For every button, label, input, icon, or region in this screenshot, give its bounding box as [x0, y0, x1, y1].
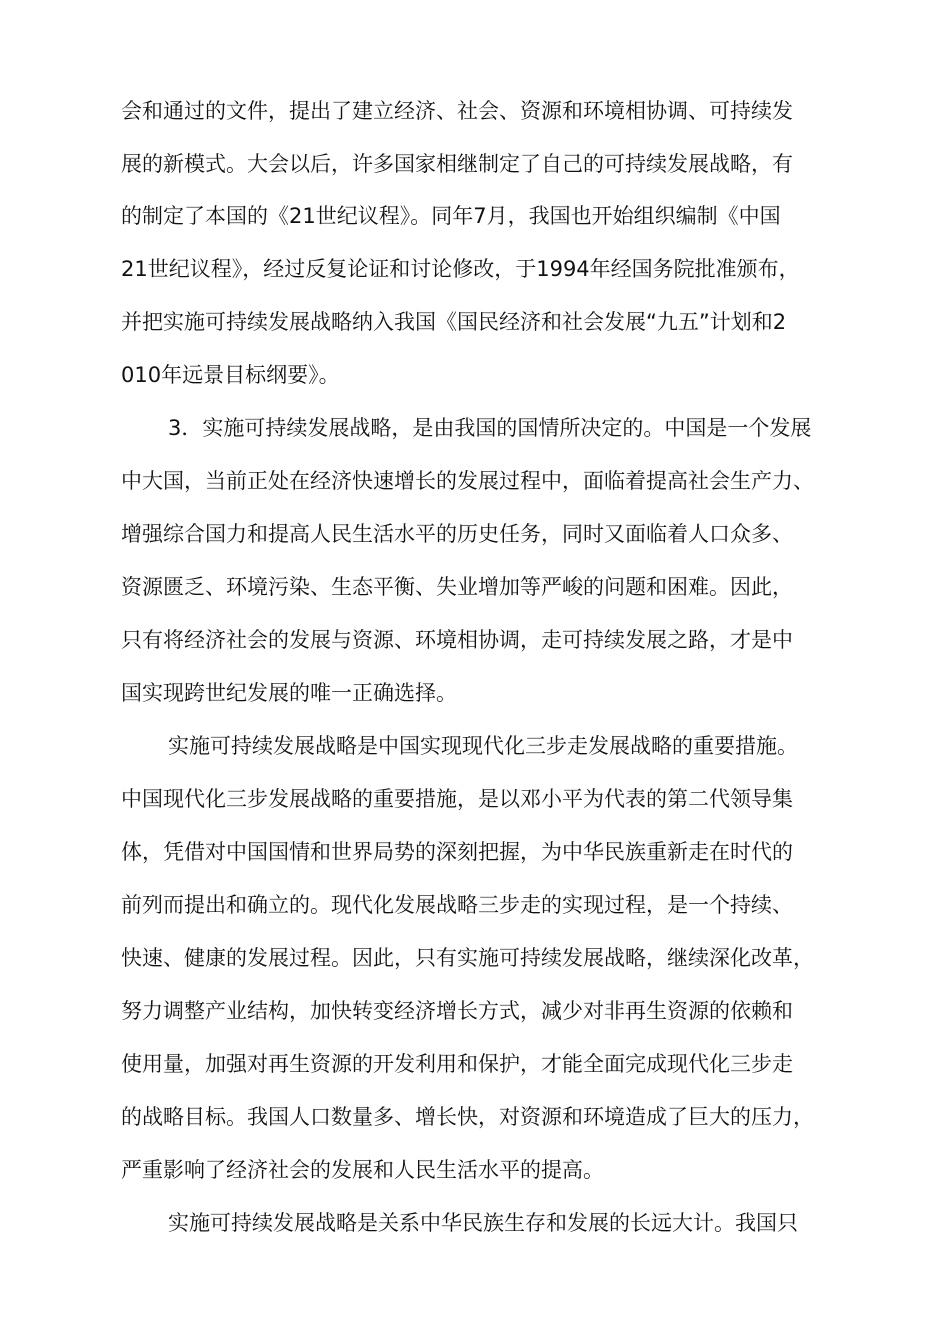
- text-line-11-content: 只有将经济社会的发展与资源、环境相协调，走可持续发展之路，才是中: [121, 628, 793, 652]
- text-line-16: [0, 890, 950, 920]
- text-line-15: [0, 837, 950, 867]
- text-line-8: [0, 466, 950, 496]
- text-line-10: [0, 572, 950, 602]
- text-line-2: [0, 149, 950, 179]
- text-line-12: [0, 678, 950, 708]
- text-line-20: [0, 1102, 950, 1132]
- text-line-22: [0, 1208, 950, 1238]
- text-line-3: [0, 201, 950, 231]
- text-line-19-content: 使用量，加强对再生资源的开发利用和保护，才能全面完成现代化三步走: [121, 1052, 793, 1076]
- text-line-1-content: 会和通过的文件，提出了建立经济、社会、资源和环境相协调、可持续发: [121, 99, 793, 123]
- text-line-4-content: 21世纪议程》，经过反复论证和讨论修改，于1994年经国务院批准颁布，: [121, 257, 800, 281]
- text-line-19: [0, 1049, 950, 1079]
- text-line-4: [0, 254, 950, 284]
- text-line-9-content: 增强综合国力和提高人民生活水平的历史任务，同时又面临着人口众多、: [121, 522, 793, 546]
- text-line-11: [0, 625, 950, 655]
- text-line-12-content: 国实现跨世纪发展的唯一正确选择。: [121, 681, 457, 705]
- text-line-6: [0, 360, 950, 390]
- text-line-21-content: 严重影响了经济社会的发展和人民生活水平的提高。: [121, 1158, 604, 1182]
- text-line-16-content: 前列而提出和确立的。现代化发展战略三步走的实现过程，是一个持续、: [121, 893, 793, 917]
- text-line-15-content: 体，凭借对中国国情和世界局势的深刻把握，为中华民族重新走在时代的: [121, 840, 793, 864]
- text-line-3-content: 的制定了本国的《21世纪议程》。同年7月，我国也开始组织编制《中国: [121, 204, 781, 228]
- text-line-5: [0, 307, 950, 337]
- text-line-1: [0, 96, 950, 126]
- text-line-8-content: 中大国，当前正处在经济快速增长的发展过程中，面临着提高社会生产力、: [121, 469, 814, 493]
- text-line-13: [0, 731, 950, 761]
- text-line-7-content: 3．实施可持续发展战略，是由我国的国情所决定的。中国是一个发展: [168, 416, 812, 440]
- text-line-18: [0, 996, 950, 1026]
- text-line-17: [0, 943, 950, 973]
- text-line-22-content: 实施可持续发展战略是关系中华民族生存和发展的长远大计。我国只: [168, 1211, 798, 1235]
- text-line-14-content: 中国现代化三步发展战略的重要措施，是以邓小平为代表的第二代领导集: [121, 787, 793, 811]
- text-line-20-content: 的战略目标。我国人口数量多、增长快，对资源和环境造成了巨大的压力，: [121, 1105, 814, 1129]
- text-line-7: [0, 413, 950, 443]
- text-line-21: [0, 1155, 950, 1185]
- text-line-13-content: 实施可持续发展战略是中国实现现代化三步走发展战略的重要措施。: [168, 734, 798, 758]
- text-line-17-content: 快速、健康的发展过程。因此，只有实施可持续发展战略，继续深化改革，: [121, 946, 814, 970]
- text-line-6-content: 010年远景目标纲要》。: [121, 363, 340, 387]
- text-line-14: [0, 784, 950, 814]
- text-line-18-content: 努力调整产业结构，加快转变经济增长方式，减少对非再生资源的依赖和: [121, 999, 793, 1023]
- text-line-9: [0, 519, 950, 549]
- text-line-2-content: 展的新模式。大会以后，许多国家相继制定了自己的可持续发展战略，有: [121, 152, 793, 176]
- text-line-5-content: 并把实施可持续发展战略纳入我国《国民经济和社会发展“九五”计划和2: [121, 310, 787, 334]
- text-line-10-content: 资源匮乏、环境污染、生态平衡、失业增加等严峻的问题和困难。因此，: [121, 575, 793, 599]
